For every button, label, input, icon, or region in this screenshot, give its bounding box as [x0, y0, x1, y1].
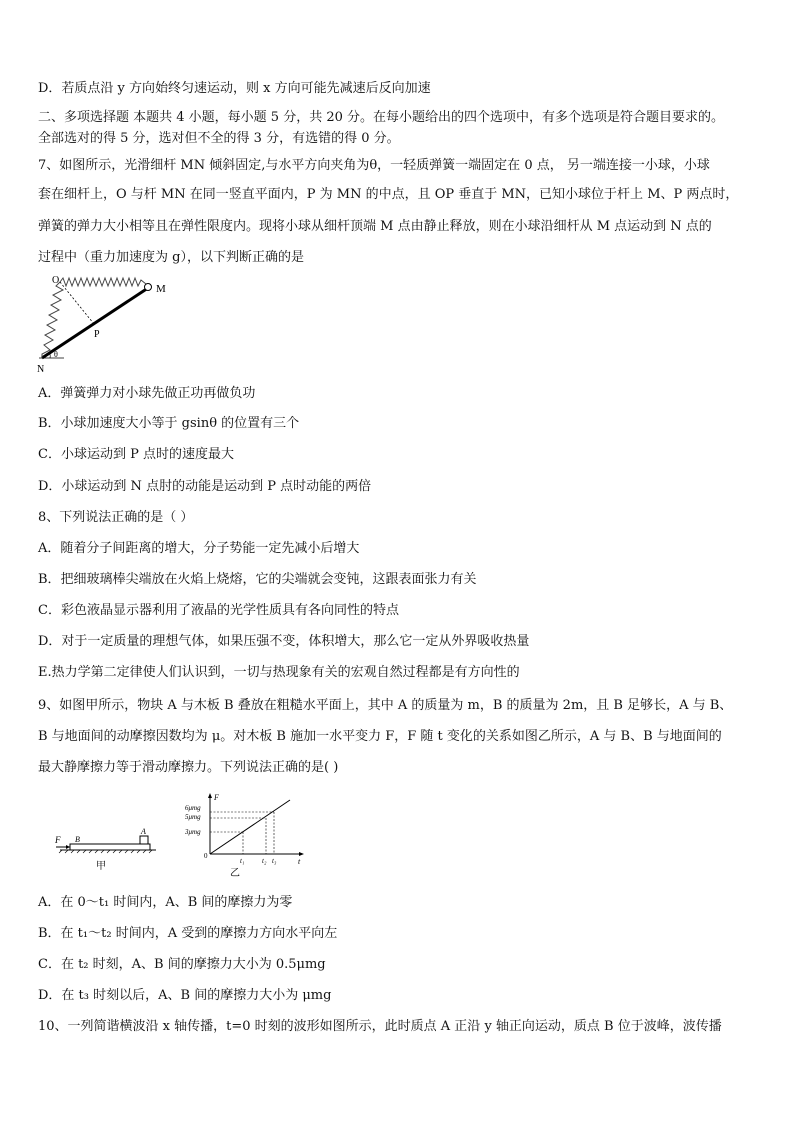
q9-option-a: A．在 0～t₁ 时间内，A、B 间的摩擦力为零 — [38, 895, 293, 910]
q7-option-d: D．小球运动到 N 点肘的动能是运动到 P 点时动能的两倍 — [38, 479, 372, 494]
x-tick-t1: t₁ — [240, 857, 245, 865]
force-f-label: F — [55, 835, 61, 845]
q8-stem: 8、下列说法正确的是（ ） — [38, 510, 194, 525]
q7-stem-line2: 套在细杆上，O 与杆 MN 在同一竖直平面内，P 为 MN 的中点，且 OP 垂直于 MN，已知小球位于杆上 M、P 两点时， — [38, 187, 739, 202]
y-tick-5: 5μmg — [185, 813, 201, 821]
q9-option-c: C．在 t₂ 时刻，A、B 间的摩擦力大小为 0.5μmg — [38, 957, 326, 972]
q7-option-b: B．小球加速度大小等于 gsinθ 的位置有三个 — [38, 416, 300, 431]
q9-figure-a — [52, 822, 162, 872]
point-o-label: O — [52, 275, 60, 286]
figure-b-caption: 乙 — [230, 868, 240, 879]
x-tick-t3: t₃ — [272, 857, 277, 865]
section-heading: 二、多项选择题 本题共 4 小题，每小题 5 分，共 20 分。在每小题给出的四个选项中，有多个选项是符合题目要求的。 — [38, 110, 725, 125]
y-axis-label: F — [214, 793, 219, 802]
y-tick-3: 3μmg — [185, 828, 201, 836]
point-n-label: N — [37, 364, 45, 375]
q9-stem-line1: 9、如图甲所示，物块 A 与木板 B 叠放在粗糙水平面上，其中 A 的质量为 m，B 的质量为 2m，且 B 足够长，A 与 B、 — [38, 698, 733, 713]
q7-stem-line3: 弹簧的弹力大小相等且在弹性限度内。现将小球从细杆顶端 M 点由静止释放，则在小球沿细杆从 M 点运动到 N 点的 — [38, 219, 712, 234]
q8-option-b: B．把细玻璃棒尖端放在火焰上烧熔，它的尖端就会变钝，这跟表面张力有关 — [38, 572, 477, 587]
q7-stem-line4: 过程中（重力加速度为 g），以下判断正确的是 — [38, 250, 304, 265]
block-a-label: A — [141, 827, 146, 836]
x-axis-label: t — [298, 857, 301, 866]
q7-option-a: A．弹簧弹力对小球先做正功再做负功 — [38, 386, 256, 401]
q9-stem-line2: B 与地面间的动摩擦因数均为 μ。对木板 B 施加一水平变力 F，F 随 t 变化的关系如图乙所示，A 与 B、B 与地面间的 — [38, 729, 722, 744]
y-tick-6: 6μmg — [185, 804, 201, 812]
origin-label: 0 — [204, 852, 208, 860]
theta-label: θ — [54, 350, 58, 359]
point-p-label: P — [94, 329, 100, 340]
q9-stem-line3: 最大静摩擦力等于滑动摩擦力。下列说法正确的是( ) — [38, 760, 339, 775]
q8-option-e: E.热力学第二定律使人们认识到，一切与热现象有关的宏观自然过程都是有方向性的 — [38, 665, 520, 680]
q8-option-a: A．随着分子间距离的增大，分子势能一定先减小后增大 — [38, 541, 360, 556]
point-m-label: M — [156, 283, 166, 295]
q9-figure-b — [178, 790, 308, 880]
section-heading-cont: 全部选对的得 5 分，选对但不全的得 3 分，有选错的得 0 分。 — [38, 131, 400, 146]
q9-option-d: D．在 t₃ 时刻以后，A、B 间的摩擦力大小为 μmg — [38, 988, 332, 1003]
q6-option-d: D．若质点沿 y 方向始终匀速运动，则 x 方向可能先减速后反向加速 — [38, 81, 431, 96]
q8-option-c: C．彩色液晶显示器利用了液晶的光学性质具有各向同性的特点 — [38, 603, 399, 618]
q10-stem-line1: 10、一列简谐横波沿 x 轴传播，t=0 时刻的波形如图所示，此时质点 A 正沿 y 轴正向运动，质点 B 位于波峰，波传播 — [38, 1019, 722, 1034]
q9-option-b: B．在 t₁～t₂ 时间内，A 受到的摩擦力方向水平向左 — [38, 926, 338, 941]
x-tick-t2: t₂ — [262, 857, 267, 865]
board-b-label: B — [75, 835, 80, 844]
q7-option-c: C．小球运动到 P 点时的速度最大 — [38, 447, 234, 462]
q7-stem-line1: 7、如图所示，光滑细杆 MN 倾斜固定,与水平方向夹角为θ，一轻质弹簧一端固定在 0 点， 另一端连接一小球，小球 — [38, 158, 710, 173]
q7-figure — [36, 270, 186, 375]
figure-a-caption: 甲 — [96, 861, 106, 872]
q8-option-d: D．对于一定质量的理想气体，如果压强不变，体积增大，那么它一定从外界吸收热量 — [38, 634, 530, 649]
